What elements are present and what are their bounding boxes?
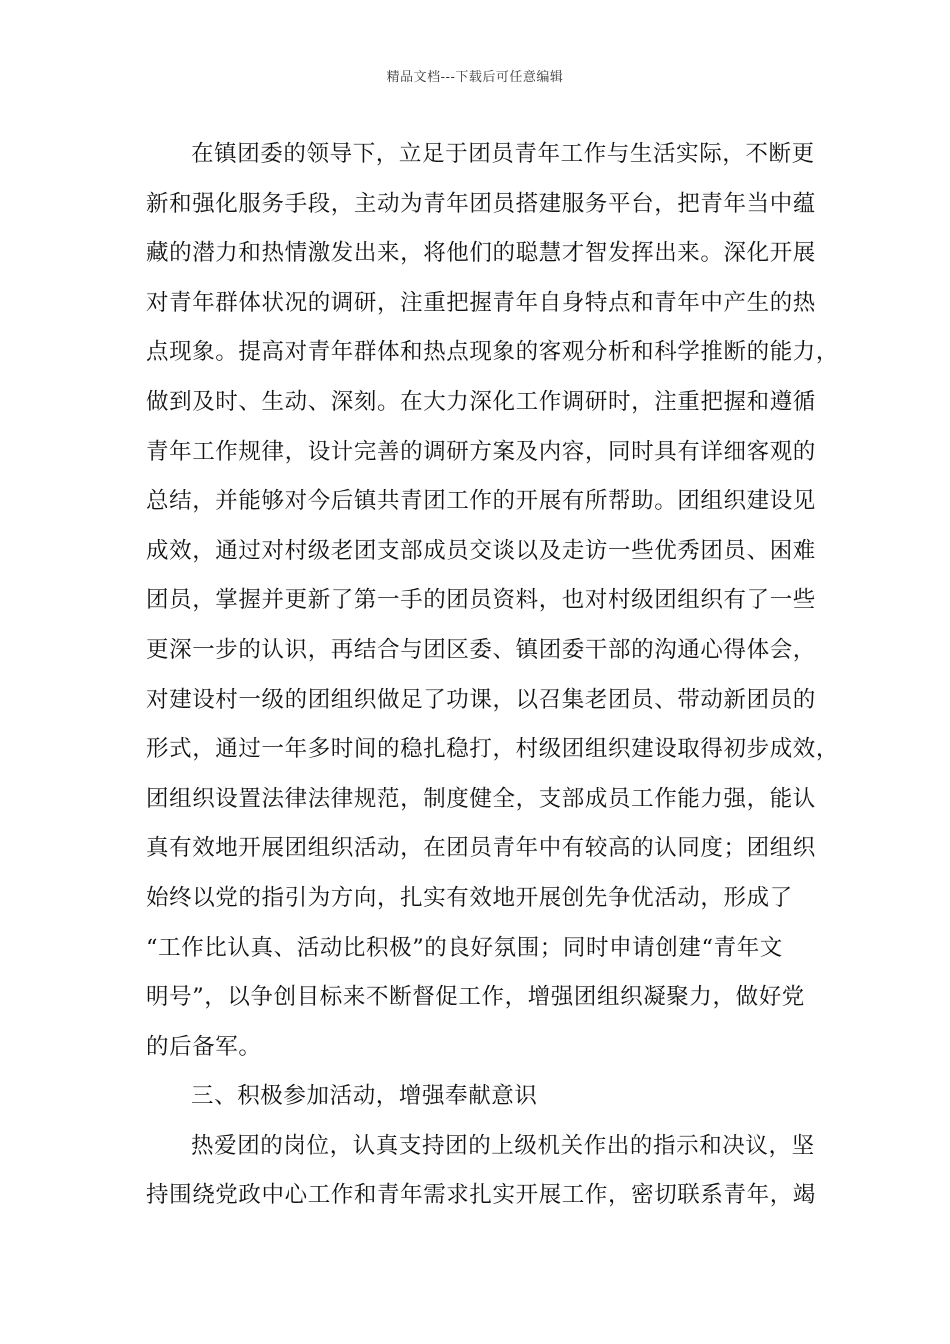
text-line: 始终以党的指引为方向，扎实有效地开展创先争优活动，形成了 [146,884,793,911]
text-line: 藏的潜力和热情激发出来，将他们的聪慧才智发挥出来。深化开展 [146,240,816,267]
body-text [146,130,840,1221]
text-line: 成效，通过对村级老团支部成员交谈以及走访一些优秀团员、困难 [146,537,816,564]
text-line: 真有效地开展团组织活动，在团员青年中有较高的认同度；团组织 [146,835,816,862]
text-line: 点现象。提高对青年群体和热点现象的客观分析和科学推断的能力， [146,339,840,366]
text-line: “工作比认真、活动比积极”的良好氛围；同时申请创建“青年文 [146,934,783,961]
text-line: 热爱团的岗位，认真支持团的上级机关作出的指示和决议，坚 [191,1132,815,1159]
text-line: 青年工作规律，设计完善的调研方案及内容，同时具有详细客观的 [146,438,816,465]
text-line: 在镇团委的领导下，立足于团员青年工作与生活实际，不断更 [191,141,815,167]
page-header: 精品文档---下载后可任意编辑 [386,70,564,85]
text-line: 对青年群体状况的调研，注重把握青年自身特点和青年中产生的热 [146,289,816,316]
text-line: 做到及时、生动、深刻。在大力深化工作调研时，注重把握和遵循 [146,388,816,415]
text-line: 新和强化服务手段，主动为青年团员搭建服务平台，把青年当中蕴 [146,190,816,217]
section-heading: 三、积极参加活动，增强奉献意识 [191,1083,538,1110]
text-line: 对建设村一级的团组织做足了功课，以召集老团员、带动新团员的 [146,686,816,713]
text-line: 持围绕党政中心工作和青年需求扎实开展工作，密切联系青年，竭 [146,1182,816,1209]
text-line: 更深一步的认识，再结合与团区委、镇团委干部的沟通心得体会， [146,636,816,663]
text-line: 团组织设置法律法律规范，制度健全，支部成员工作能力强，能认 [146,785,816,812]
text-line: 团员，掌握并更新了第一手的团员资料，也对村级团组织有了一些 [146,587,816,614]
text-line: 的后备军。 [146,1033,262,1060]
text-line: 明号”，以争创目标来不断督促工作，增强团组织凝聚力，做好党 [146,984,805,1011]
text-line: 形式，通过一年多时间的稳扎稳打，村级团组织建设取得初步成效， [146,736,840,763]
text-line: 总结，并能够对今后镇共青团工作的开展有所帮助。团组织建设见 [146,488,816,515]
